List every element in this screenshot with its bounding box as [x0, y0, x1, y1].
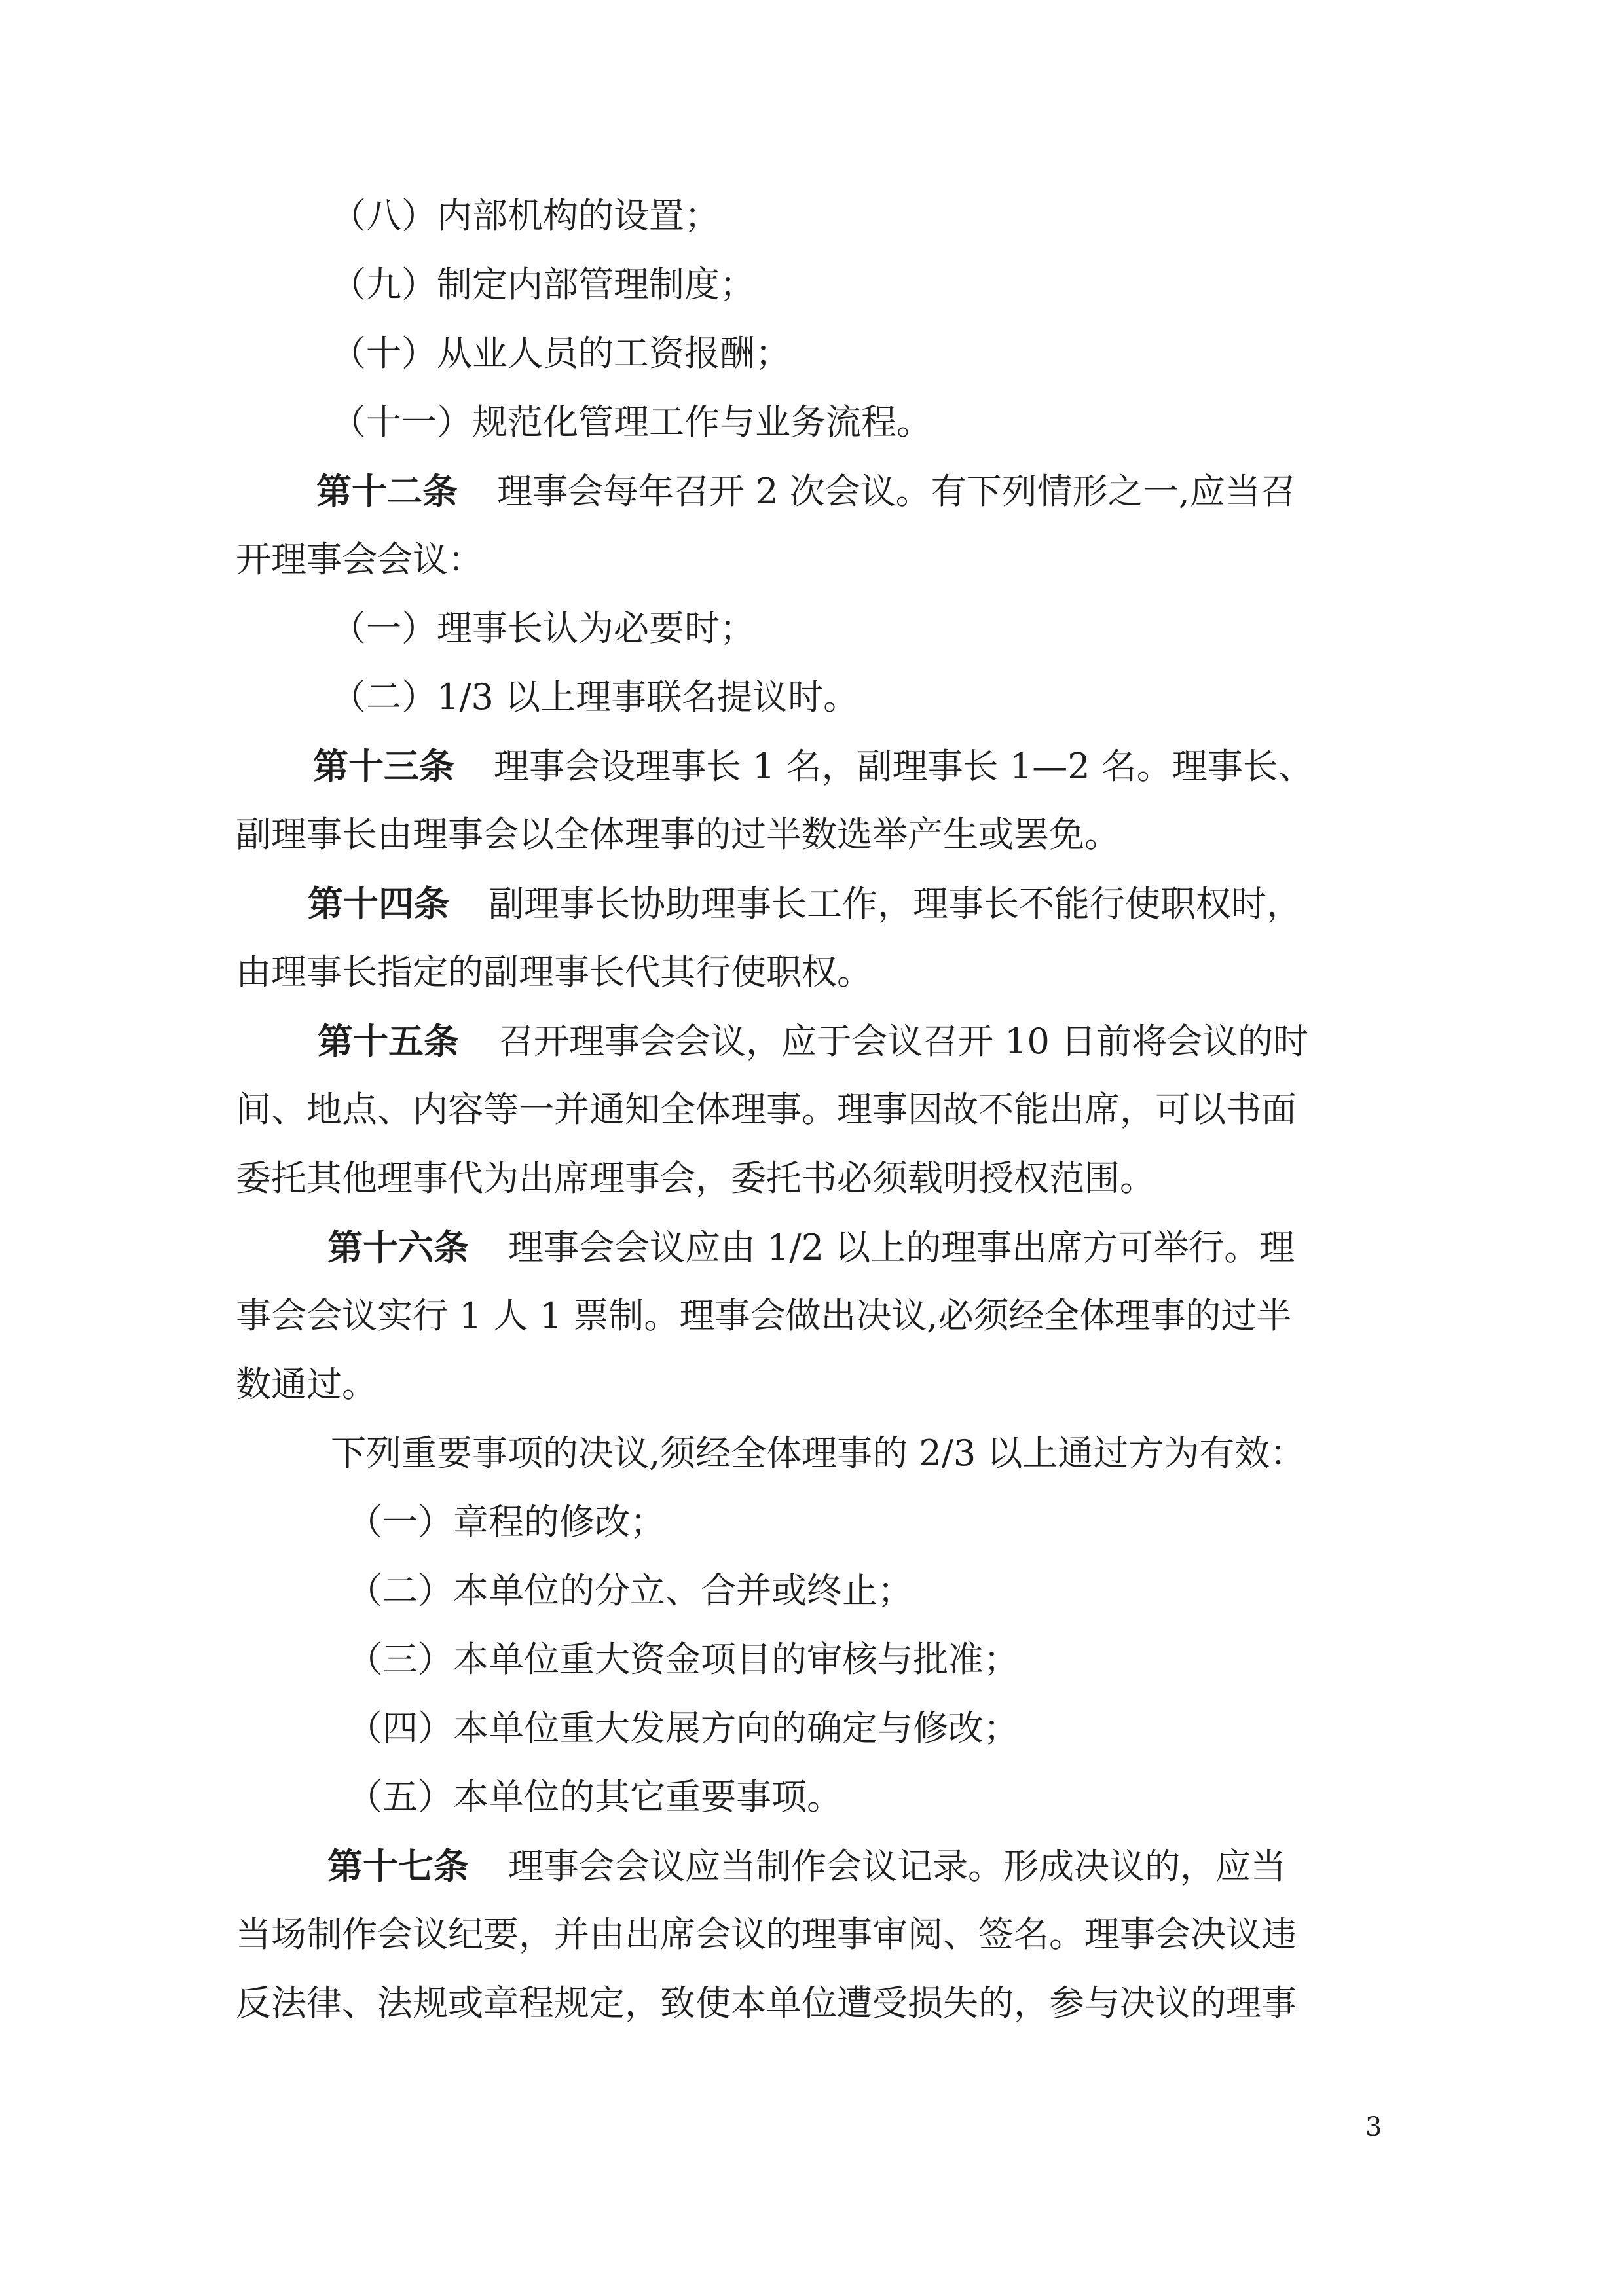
line-text: 副理事长由理事会以全体理事的过半数选举产生或罢免。: [236, 814, 1120, 855]
line-text: （五）本单位的其它重要事项。: [347, 1776, 842, 1817]
line-text: 召开理事会会议，应于会议召开 10 日前将会议的时: [498, 1021, 1309, 1062]
line-text: （一）章程的修改；: [347, 1501, 665, 1542]
text-line: [316, 469, 1296, 513]
line-text: 下列重要事项的决议,须经全体理事的 2/3 以上通过方为有效：: [331, 1432, 1306, 1474]
text-line: [331, 401, 932, 444]
line-text: 由理事长指定的副理事长代其行使职权。: [236, 951, 872, 993]
text-line: [313, 744, 1314, 788]
line-text: （三）本单位重大资金项目的审核与批准；: [347, 1639, 1019, 1680]
text-line: [331, 263, 755, 306]
line-text: 间、地点、内容等一并通知全体理事。理事因故不能出席，可以书面: [236, 1089, 1297, 1130]
text-line: [331, 1432, 1305, 1475]
text-line: [318, 1019, 1308, 1063]
line-text: 理事会会议应当制作会议记录。形成决议的，应当: [508, 1846, 1286, 1887]
line-text: （四）本单位重大发展方向的确定与修改；: [347, 1707, 1019, 1749]
text-line: [236, 1982, 1297, 2025]
line-text: （十）从业人员的工资报酬；: [331, 333, 790, 374]
line-text: 当场制作会议纪要，并由出席会议的理事审阅、签名。理事会决议违: [236, 1914, 1297, 1955]
text-line: [308, 882, 1302, 926]
text-line: [327, 1844, 1286, 1888]
line-text: （九）制定内部管理制度；: [331, 264, 755, 305]
article-heading: 第十六条: [327, 1226, 469, 1268]
text-line: [236, 1363, 377, 1406]
text-line: [347, 1569, 913, 1613]
line-text: （十一）规范化管理工作与业务流程。: [331, 401, 932, 443]
line-text: 反法律、法规或章程规定，致使本单位遭受损失的，参与决议的理事: [236, 1982, 1297, 2024]
text-line: [331, 607, 755, 650]
text-line: [236, 1294, 1292, 1338]
text-line: [331, 194, 720, 238]
line-text: 开理事会会议：: [236, 539, 483, 580]
article-heading: 第十二条: [316, 470, 458, 512]
line-text: （二）本单位的分立、合并或终止；: [347, 1570, 913, 1611]
line-text: 事会会议实行 1 人 1 票制。理事会做出决议,必须经全体理事的过半: [236, 1295, 1292, 1336]
text-line: [236, 1088, 1297, 1131]
text-line: [347, 1638, 1019, 1681]
text-line: [331, 676, 858, 719]
text-line: [327, 1226, 1295, 1269]
line-text: 理事会每年召开 2 次会议。有下列情形之一,应当召: [497, 471, 1296, 512]
line-text: （八）内部机构的设置；: [331, 195, 720, 236]
line-text: （一）理事长认为必要时；: [331, 608, 755, 649]
article-heading: 第十五条: [318, 1020, 459, 1062]
text-line: [331, 332, 790, 375]
article-heading: 第十七条: [327, 1845, 469, 1887]
line-text: （二）1/3 以上理事联名提议时。: [331, 676, 859, 718]
text-line: [236, 951, 872, 994]
line-text: 委托其他理事代为出席理事会，委托书必须载明授权范围。: [236, 1157, 1155, 1199]
line-text: 理事会会议应由 1/2 以上的理事出席方可举行。理: [508, 1227, 1295, 1268]
text-line: [347, 1707, 1019, 1750]
line-text: 理事会设理事长 1 名，副理事长 1—2 名。理事长、: [494, 746, 1314, 787]
line-text: 副理事长协助理事长工作，理事长不能行使职权时，: [489, 883, 1302, 924]
text-line: [347, 1776, 842, 1819]
article-heading: 第十四条: [308, 883, 449, 924]
page-number: 3: [1365, 2112, 1382, 2142]
text-line: [236, 1157, 1155, 1200]
text-line: [236, 813, 1120, 856]
text-line: [236, 1913, 1297, 1956]
article-heading: 第十三条: [313, 745, 454, 787]
line-text: 数通过。: [236, 1364, 377, 1405]
text-line: [347, 1501, 665, 1544]
text-line: [236, 538, 483, 581]
